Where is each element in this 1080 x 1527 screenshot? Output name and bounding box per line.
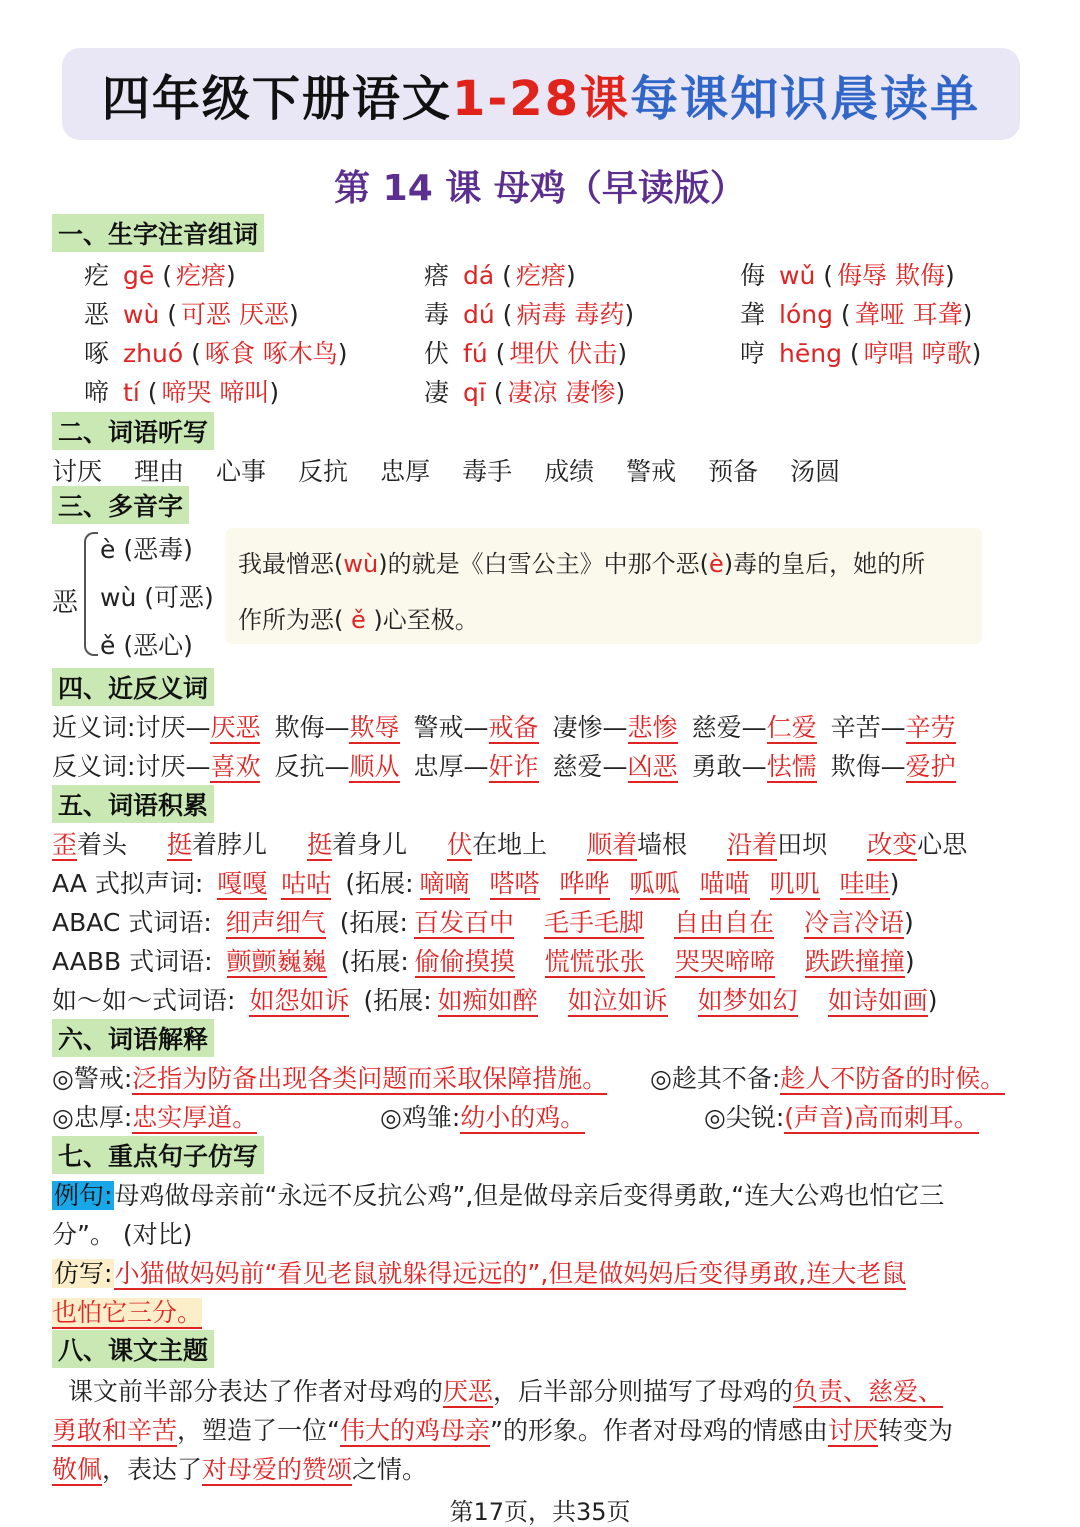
text: ”的形象。作者对母鸡的情感由 <box>489 1416 828 1445</box>
theme-line-1 <box>52 1372 943 1408</box>
text: )毒的皇后，她的所 <box>723 550 926 578</box>
brace-symbol <box>84 532 98 656</box>
section-heading-1: 一、生字注音组词 <box>52 214 264 252</box>
phrase-key: 挺 <box>307 830 333 859</box>
text: 作所为恶( <box>238 606 344 634</box>
reading-3-pinyin: ě <box>100 631 116 660</box>
dictation-word: 汤圆 <box>790 457 841 486</box>
answer-word: 爱护 <box>905 752 956 781</box>
phrase-rest: 在地上 <box>472 830 548 859</box>
text: )心至极。 <box>373 606 479 634</box>
reading-1-word: (恶毒) <box>123 535 193 564</box>
aabb-row <box>52 942 915 978</box>
extension-word: 慌慌张张 <box>544 947 645 976</box>
pinyin: fú <box>463 339 488 368</box>
reading-2-word: (可恶) <box>144 583 214 612</box>
word-pair: 欺侮—爱护 <box>830 752 956 781</box>
section-heading-7: 七、重点句子仿写 <box>52 1136 264 1174</box>
phrase-key: 顺着 <box>587 830 638 859</box>
pinyin: tí <box>123 378 140 407</box>
page-number: 第17页，共35页 <box>449 1498 631 1526</box>
extension-close: ) <box>927 986 938 1015</box>
pinyin: zhuó <box>123 339 184 368</box>
words: 可恶 厌恶 <box>181 300 289 329</box>
word: 忠厚 <box>413 752 464 781</box>
explanation-item <box>52 1098 257 1134</box>
text: 课文前半部分表达了作者对母鸡的 <box>67 1377 443 1406</box>
title-part-3: 每课知识晨读单 <box>630 70 981 127</box>
word-pair: 辛苦—辛劳 <box>830 713 956 742</box>
section-heading-6: 六、词语解释 <box>52 1019 214 1057</box>
header-banner <box>62 48 1020 140</box>
word: 慈爱 <box>691 713 742 742</box>
extension-word: 毛手毛脚 <box>543 908 644 937</box>
words: 埋伏 伏击 <box>509 339 618 368</box>
answer-word: 细声细气 <box>225 908 326 937</box>
theme-line-2 <box>52 1411 953 1447</box>
answer-word: 嘎嘎 <box>217 869 268 898</box>
words: 疙瘩 <box>515 261 566 290</box>
words: 哼唱 哼歌 <box>863 339 972 368</box>
ru-label: 如～如～式词语: <box>52 986 236 1015</box>
pinyin: lóng <box>779 300 833 329</box>
imitate-label: 仿写: <box>54 1259 113 1288</box>
pinyin: dá <box>463 261 495 290</box>
pinyin: qī <box>463 378 486 407</box>
character-entry: 瘩 dá ( 疙瘩) <box>424 261 576 290</box>
extension-word: 嘀嘀 <box>419 869 470 898</box>
dictation-word: 理由 <box>134 457 185 486</box>
dictation-word: 警戒 <box>626 457 677 486</box>
word: 讨厌 <box>135 752 186 781</box>
reading-3-word: (恶心) <box>123 631 193 660</box>
phrase <box>307 830 407 859</box>
title-part-1: 四年级下册语文 <box>101 70 452 127</box>
answer-word: 顺从 <box>349 752 400 781</box>
phrase-key: 挺 <box>167 830 193 859</box>
words: 啼哭 啼叫 <box>161 378 270 407</box>
phrase <box>447 830 547 859</box>
keyword: 厌恶 <box>442 1377 493 1406</box>
character-entry: 哼 hēng ( 哼唱 哼歌) <box>740 339 982 368</box>
extension-word: 哗哗 <box>559 869 610 898</box>
extension-word: 偷偷摸摸 <box>414 947 515 976</box>
imitate-line-1 <box>52 1254 906 1290</box>
definition: 忠实厚道。 <box>132 1103 258 1132</box>
character: 啼 <box>84 378 110 407</box>
answer-word: 欺辱 <box>349 713 400 742</box>
extension-word: 如泣如诉 <box>567 986 668 1015</box>
character-entry: 啼 tí ( 啼哭 啼叫) <box>84 378 280 407</box>
keyword: 负责、慈爱、 <box>792 1377 943 1406</box>
character-entry: 啄 zhuó ( 啄食 啄木鸟) <box>84 339 348 368</box>
dictation-word: 讨厌 <box>52 457 103 486</box>
keyword: 敬佩 <box>52 1455 103 1484</box>
answer: wù <box>343 550 379 578</box>
phrase-rest: 着头 <box>77 830 128 859</box>
section-heading-2: 二、词语听写 <box>52 412 214 450</box>
definition: 趁人不防备的时候。 <box>780 1064 1006 1093</box>
reading-3 <box>100 626 193 662</box>
phrase <box>167 830 267 859</box>
word: 慈爱 <box>552 752 603 781</box>
character: 伏 <box>424 339 450 368</box>
text: ，后半部分则描写了母鸡的 <box>492 1377 793 1406</box>
extension-word: 呱呱 <box>629 869 680 898</box>
abac-label: ABAC 式词语: <box>52 908 212 937</box>
reading-2 <box>100 578 214 614</box>
pinyin: wǔ <box>779 261 816 290</box>
text: ，塑造了一位“ <box>177 1416 340 1445</box>
answer-word: 咕咕 <box>281 869 332 898</box>
word: 反抗 <box>274 752 325 781</box>
answer-word: 如怨如诉 <box>249 986 350 1015</box>
theme-line-3 <box>52 1450 427 1486</box>
text: 我最憎恶( <box>238 550 344 578</box>
words: 疙瘩 <box>175 261 226 290</box>
words: 侮辱 欺侮 <box>837 261 945 290</box>
term: ◎趁其不备: <box>650 1064 781 1093</box>
text: )的就是《白雪公主》中那个恶( <box>378 550 709 578</box>
explanation-item <box>380 1098 585 1134</box>
definition: 幼小的鸡。 <box>460 1103 586 1132</box>
character: 侮 <box>740 261 766 290</box>
word: 欺侮 <box>830 752 881 781</box>
answer-word: 怯懦 <box>766 752 817 781</box>
polyphonic-char: 恶 <box>52 588 79 618</box>
text: 转变为 <box>877 1416 953 1445</box>
aabb-label: AABB 式词语: <box>52 947 213 976</box>
answer: è <box>708 550 724 578</box>
word: 讨厌 <box>135 713 186 742</box>
character-entry: 疙 gē ( 疙瘩) <box>84 261 236 290</box>
extension-word: 嗒嗒 <box>489 869 540 898</box>
answer: ě <box>343 606 374 634</box>
extension-word: 喵喵 <box>699 869 750 898</box>
phrase-key: 伏 <box>447 830 473 859</box>
answer-word: 辛劳 <box>905 713 956 742</box>
character-entry: 聋 lóng ( 聋哑 耳聋) <box>740 300 973 329</box>
reading-1-pinyin: è <box>100 535 116 564</box>
extension-open: (拓展: <box>345 869 414 898</box>
explanation-item <box>52 1059 607 1095</box>
antonyms-row <box>52 747 956 783</box>
phrase <box>587 830 687 859</box>
character: 哼 <box>740 339 766 368</box>
abac-row <box>52 903 914 939</box>
pinyin: wù <box>123 300 160 329</box>
keyword: 勇敢和辛苦 <box>52 1416 178 1445</box>
answer-word: 戒备 <box>488 713 539 742</box>
word-pair: 忠厚—奸诈 <box>413 752 539 781</box>
dictation-word: 忠厚 <box>380 457 431 486</box>
extension-word: 冷言冷语 <box>804 908 905 937</box>
character: 啄 <box>84 339 110 368</box>
extension-word: 如诗如画 <box>827 986 928 1015</box>
antonyms-label: 反义词: <box>52 752 136 781</box>
extension-word: 百发百中 <box>413 908 514 937</box>
word-pair: 慈爱—仁爱 <box>691 713 817 742</box>
text: ，表达了 <box>102 1455 203 1484</box>
example-text: 母鸡做母亲前“永远不反抗公鸡”,但是做母亲后变得勇敢,“连大公鸡也怕它三 <box>114 1181 945 1210</box>
extension-close: ) <box>904 908 914 937</box>
character-entry: 侮 wǔ ( 侮辱 欺侮) <box>740 261 955 290</box>
synonyms-row <box>52 708 956 744</box>
extension-word: 自由自在 <box>673 908 774 937</box>
dictation-list <box>52 452 872 488</box>
synonyms-label: 近义词: <box>52 713 136 742</box>
imitate-line-2 <box>52 1293 202 1329</box>
extension-word: 如梦如幻 <box>697 986 798 1015</box>
answer-word: 悲惨 <box>627 713 678 742</box>
extension-word: 哇哇 <box>839 869 890 898</box>
phrase <box>52 830 127 861</box>
lesson-title: 第 14 课 母鸡（早读版） <box>334 168 746 209</box>
phrase-key: 歪 <box>52 830 78 859</box>
word-pair: 警戒—戒备 <box>413 713 539 742</box>
answer-word: 凶恶 <box>627 752 678 781</box>
dictation-word: 反抗 <box>298 457 349 486</box>
explanation-item <box>650 1059 1005 1095</box>
explanation-item <box>704 1098 979 1134</box>
polyphonic-sentence-1 <box>238 544 925 579</box>
word: 凄惨 <box>552 713 603 742</box>
character: 瘩 <box>424 261 450 290</box>
title-part-2: 1-28课 <box>451 70 631 127</box>
phrase-row <box>52 825 967 861</box>
section-heading-5: 五、词语积累 <box>52 785 214 823</box>
word-pair: 凄惨—悲惨 <box>552 713 678 742</box>
phrase-rest: 着脖儿 <box>192 830 268 859</box>
answer-word: 奸诈 <box>488 752 539 781</box>
pinyin: hēng <box>779 339 842 368</box>
word: 警戒 <box>413 713 464 742</box>
character-entry: 凄 qī ( 凄凉 凄惨) <box>424 378 626 407</box>
character-entry: 伏 fú ( 埋伏 伏击) <box>424 339 628 368</box>
aa-label: AA 式拟声词: <box>52 869 204 898</box>
character: 恶 <box>84 300 110 329</box>
extension-word: 叽叽 <box>769 869 820 898</box>
phrase-rest: 墙根 <box>637 830 688 859</box>
definition: (声音)高而刺耳。 <box>784 1103 979 1132</box>
section-heading-8: 八、课文主题 <box>52 1330 214 1368</box>
words: 啄食 啄木鸟 <box>204 339 338 368</box>
answer-word: 厌恶 <box>210 713 261 742</box>
dictation-word: 成绩 <box>544 457 595 486</box>
character: 疙 <box>84 261 110 290</box>
reading-2-pinyin: wù <box>100 583 137 612</box>
term: ◎警戒: <box>52 1064 133 1093</box>
keyword: 讨厌 <box>827 1416 878 1445</box>
word: 勇敢 <box>691 752 742 781</box>
section-heading-4: 四、近反义词 <box>52 668 214 706</box>
example-label: 例句: <box>54 1181 113 1210</box>
extension-close: ) <box>889 869 900 898</box>
word-pair: 欺侮—欺辱 <box>274 713 400 742</box>
words: 病毒 毒药 <box>516 300 625 329</box>
extension-word: 如痴如醉 <box>437 986 538 1015</box>
term: ◎忠厚: <box>52 1103 133 1132</box>
ru-row <box>52 981 937 1017</box>
extension-open: (拓展: <box>340 947 409 976</box>
word-pair: 反抗—顺从 <box>274 752 400 781</box>
section-heading-3: 三、多音字 <box>52 486 189 524</box>
polyphonic-sentence-2 <box>238 600 479 635</box>
dictation-word: 毒手 <box>462 457 513 486</box>
character-entry: 恶 wù ( 可恶 厌恶) <box>84 300 299 329</box>
character-entry: 毒 dú ( 病毒 毒药) <box>424 300 635 329</box>
extension-close: ) <box>904 947 915 976</box>
imitate-text-2: 也怕它三分。 <box>52 1298 203 1327</box>
example-line-2: 分”。 (对比) <box>52 1220 193 1249</box>
reading-1 <box>100 530 193 566</box>
word-pair: 勇敢—怯懦 <box>691 752 817 781</box>
term: ◎尖锐: <box>704 1103 785 1132</box>
pinyin: gē <box>123 261 155 290</box>
phrase <box>727 830 827 859</box>
text: 之情。 <box>352 1455 428 1484</box>
answer-word: 颤颤巍巍 <box>226 947 327 976</box>
word-pair: 讨厌—厌恶 <box>135 713 261 742</box>
extension-open: (拓展: <box>363 986 432 1015</box>
answer-word: 仁爱 <box>766 713 817 742</box>
phrase-key: 改变 <box>867 830 918 859</box>
extension-word: 跌跌撞撞 <box>804 947 905 976</box>
dictation-word: 心事 <box>216 457 267 486</box>
extension-open: (拓展: <box>339 908 408 937</box>
character: 毒 <box>424 300 450 329</box>
example-line-1 <box>52 1176 944 1212</box>
term: ◎鸡雏: <box>380 1103 461 1132</box>
answer-word: 喜欢 <box>210 752 261 781</box>
definition: 泛指为防备出现各类问题而采取保障措施。 <box>132 1064 608 1093</box>
imitate-text: 小猫做妈妈前“看见老鼠就躲得远远的”,但是做妈妈后变得勇敢,连大老鼠 <box>114 1259 907 1288</box>
keyword: 伟大的鸡母亲 <box>339 1416 490 1445</box>
extension-word: 哭哭啼啼 <box>674 947 775 976</box>
word: 辛苦 <box>830 713 881 742</box>
word-pair: 慈爱—凶恶 <box>552 752 678 781</box>
phrase-rest: 田坝 <box>777 830 828 859</box>
phrase <box>867 830 967 859</box>
keyword: 对母爱的赞颂 <box>202 1455 353 1484</box>
phrase-rest: 着身儿 <box>332 830 408 859</box>
aa-row <box>52 864 899 900</box>
pinyin: dú <box>463 300 495 329</box>
phrase-key: 沿着 <box>727 830 778 859</box>
character: 聋 <box>740 300 766 329</box>
character: 凄 <box>424 378 450 407</box>
phrase-rest: 心思 <box>917 830 968 859</box>
words: 聋哑 耳聋 <box>854 300 963 329</box>
words: 凄凉 凄惨 <box>507 378 616 407</box>
word: 欺侮 <box>274 713 325 742</box>
dictation-word: 预备 <box>708 457 759 486</box>
word-pair: 讨厌—喜欢 <box>135 752 261 781</box>
